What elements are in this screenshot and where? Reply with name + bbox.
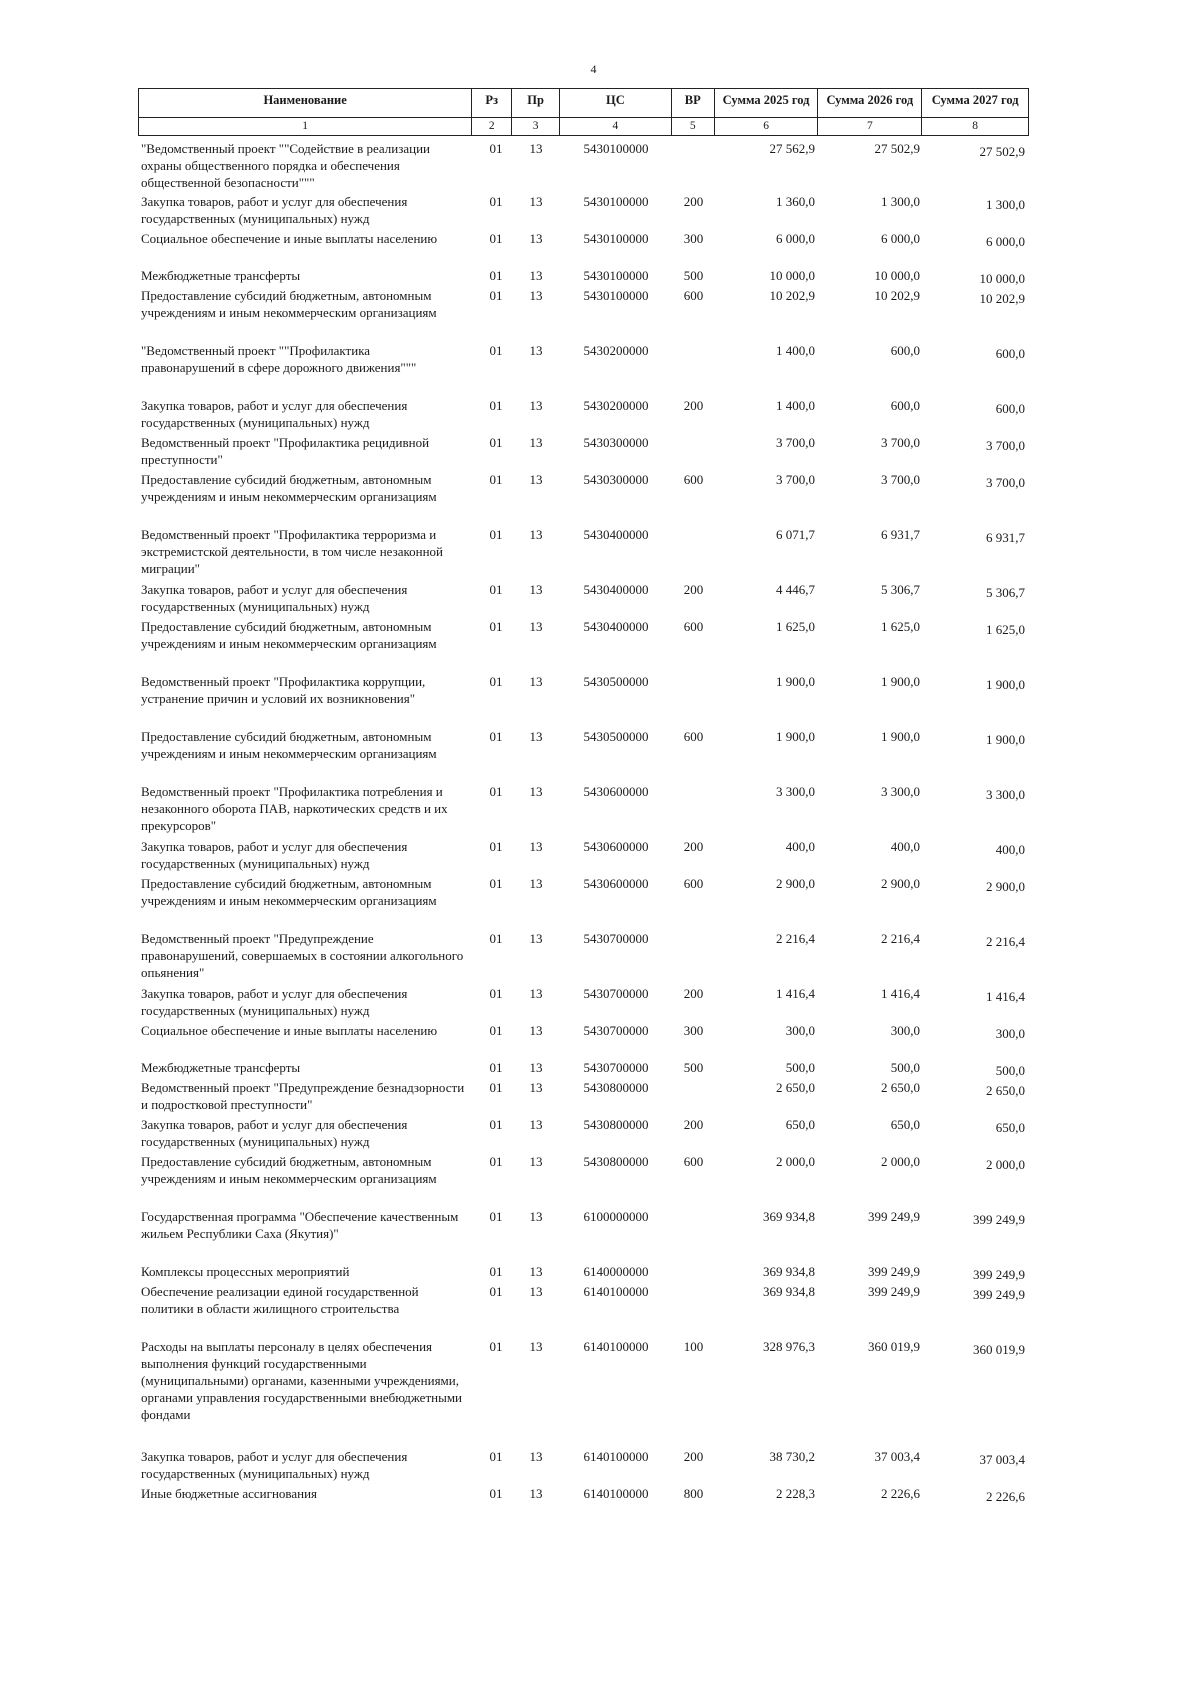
table-row: [138, 930, 1029, 981]
row-vr: [672, 783, 715, 834]
row-cs: 5430600000: [583, 784, 649, 799]
table-row: [138, 434, 1029, 468]
row-pr: 13: [529, 729, 543, 744]
column-number: 8: [972, 120, 978, 132]
row-sum-2026: 600,0: [890, 398, 920, 413]
row-cs: 6140100000: [583, 1449, 649, 1464]
row-sum-2025: 3 300,0: [776, 784, 815, 799]
row-vr: [672, 930, 715, 981]
row-sum-2026: 10 000,0: [874, 268, 920, 283]
row-rz: 01: [489, 931, 503, 946]
row-sum-2026: 2 216,4: [881, 931, 920, 946]
row-sum-2025: 369 934,8: [763, 1264, 815, 1279]
row-rz: 01: [489, 1339, 503, 1354]
row-vr: 500: [683, 268, 704, 283]
row-vr: [672, 673, 715, 707]
row-cs: 5430400000: [583, 527, 649, 542]
row-pr: 13: [529, 876, 543, 891]
row-cs: 5430100000: [583, 231, 649, 246]
column-number: 2: [472, 118, 512, 135]
row-cs: 5430800000: [583, 1154, 649, 1169]
row-name: Закупка товаров, работ и услуг для обеспечения государственных (муниципальных) нужд: [141, 1117, 408, 1149]
row-name: Ведомственный проект "Профилактика терроризма и экстремистской деятельности, в том числе незаконной миграции": [141, 527, 444, 576]
row-vr: 200: [683, 398, 704, 413]
row-pr: 13: [529, 986, 543, 1001]
header-sum-2026: Сумма 2026 год: [818, 89, 922, 117]
row-sum-2027: 650,0: [995, 1120, 1025, 1135]
row-name: Ведомственный проект "Профилактика коррупции, устранение причин и условий их возникновения": [141, 674, 426, 706]
row-sum-2026: 10 202,9: [874, 288, 920, 303]
table-row: [138, 1022, 1029, 1042]
row-sum-2026: 300,0: [890, 1023, 920, 1038]
row-vr: 200: [683, 194, 704, 209]
row-name: Социальное обеспечение и иные выплаты населению: [141, 231, 438, 246]
row-pr: 13: [529, 1080, 543, 1095]
table-row: [138, 342, 1029, 376]
row-name: Предоставление субсидий бюджетным, автономным учреждениям и иным некоммерческим организациям: [141, 472, 437, 504]
table-row: [138, 581, 1029, 615]
row-sum-2027: 500,0: [995, 1063, 1025, 1078]
row-cs: 5430100000: [583, 268, 649, 283]
row-sum-2027: 399 249,9: [973, 1267, 1025, 1282]
row-cs: 5430700000: [583, 1060, 649, 1075]
row-sum-2025: 10 202,9: [769, 288, 815, 303]
row-cs: 6140100000: [583, 1339, 649, 1354]
row-sum-2026: 1 416,4: [881, 986, 920, 1001]
row-vr: 300: [683, 1023, 704, 1038]
row-sum-2026: 27 502,9: [874, 141, 920, 156]
table-row: [138, 1263, 1029, 1283]
row-name: Межбюджетные трансферты: [141, 1060, 301, 1075]
row-vr: 200: [683, 839, 704, 854]
row-name: Предоставление субсидий бюджетным, автономным учреждениям и иным некоммерческим организациям: [141, 288, 437, 320]
row-sum-2027: 10 202,9: [979, 291, 1025, 306]
row-rz: 01: [489, 1486, 503, 1501]
row-name: "Ведомственный проект ""Профилактика правонарушений в сфере дорожного движения""": [141, 343, 417, 375]
row-pr: 13: [529, 231, 543, 246]
row-sum-2026: 399 249,9: [868, 1264, 920, 1279]
row-vr: 500: [683, 1060, 704, 1075]
row-sum-2025: 2 228,3: [776, 1486, 815, 1501]
row-cs: 5430300000: [583, 472, 649, 487]
row-name: Предоставление субсидий бюджетным, автономным учреждениям и иным некоммерческим организациям: [141, 619, 437, 651]
row-sum-2026: 3 700,0: [881, 435, 920, 450]
row-vr: 600: [683, 288, 704, 303]
row-pr: 13: [529, 268, 543, 283]
row-sum-2025: 2 000,0: [776, 1154, 815, 1169]
row-sum-2025: 369 934,8: [763, 1209, 815, 1224]
header-sum-2027: Сумма 2027 год: [931, 93, 1019, 107]
row-pr: 13: [529, 619, 543, 634]
row-sum-2027: 3 700,0: [986, 438, 1025, 453]
row-pr: 13: [529, 1339, 543, 1354]
row-rz: 01: [489, 288, 503, 303]
row-name: Ведомственный проект "Профилактика потребления и незаконного оборота ПАВ, наркотических средств и их прекурсоров": [141, 784, 448, 833]
row-rz: 01: [489, 1284, 503, 1299]
table-row: [138, 1153, 1029, 1187]
row-rz: 01: [489, 839, 503, 854]
row-cs: 5430700000: [583, 986, 649, 1001]
row-rz: 01: [489, 1449, 503, 1464]
table-row: [138, 728, 1029, 762]
row-vr: 600: [683, 729, 704, 744]
row-sum-2026: 650,0: [890, 1117, 920, 1132]
row-vr: 600: [683, 1154, 704, 1169]
row-pr: 13: [529, 1284, 543, 1299]
row-sum-2026: 1 900,0: [881, 674, 920, 689]
row-rz: 01: [489, 674, 503, 689]
row-sum-2025: 1 400,0: [776, 343, 815, 358]
row-sum-2026: 1 300,0: [881, 194, 920, 209]
row-pr: 13: [529, 343, 543, 358]
row-sum-2025: 4 446,7: [776, 582, 815, 597]
row-sum-2026: 3 300,0: [881, 784, 920, 799]
row-sum-2026: 6 931,7: [881, 527, 920, 542]
row-sum-2026: 500,0: [890, 1060, 920, 1075]
row-sum-2025: 1 900,0: [776, 674, 815, 689]
row-sum-2025: 1 416,4: [776, 986, 815, 1001]
row-pr: 13: [529, 839, 543, 854]
row-cs: 5430600000: [583, 839, 649, 854]
table-row: [138, 267, 1029, 287]
table-header: [138, 88, 1029, 136]
row-vr: [672, 1263, 715, 1283]
row-rz: 01: [489, 343, 503, 358]
row-pr: 13: [529, 1154, 543, 1169]
row-sum-2025: 400,0: [785, 839, 815, 854]
row-cs: 5430200000: [583, 398, 649, 413]
row-sum-2027: 27 502,9: [979, 144, 1025, 159]
table-row: [138, 193, 1029, 227]
row-rz: 01: [489, 1060, 503, 1075]
row-pr: 13: [529, 931, 543, 946]
row-cs: 5430600000: [583, 876, 649, 891]
row-sum-2025: 38 730,2: [769, 1449, 815, 1464]
header-vr: ВР: [672, 89, 715, 117]
table-row: [138, 673, 1029, 707]
row-vr: 800: [683, 1486, 704, 1501]
row-pr: 13: [529, 1486, 543, 1501]
row-sum-2026: 400,0: [890, 839, 920, 854]
table-row: [138, 1448, 1029, 1482]
row-rz: 01: [489, 1023, 503, 1038]
row-vr: 300: [683, 231, 704, 246]
row-rz: 01: [489, 435, 503, 450]
row-pr: 13: [529, 1023, 543, 1038]
row-sum-2025: 3 700,0: [776, 472, 815, 487]
row-vr: 100: [683, 1339, 704, 1354]
row-vr: [672, 342, 715, 376]
row-rz: 01: [489, 268, 503, 283]
row-rz: 01: [489, 527, 503, 542]
column-number: 4: [560, 118, 672, 135]
row-vr: [672, 1079, 715, 1113]
row-sum-2027: 399 249,9: [973, 1287, 1025, 1302]
row-vr: [672, 1208, 715, 1242]
row-sum-2025: 500,0: [785, 1060, 815, 1075]
row-vr: [672, 1283, 715, 1317]
row-name: Ведомственный проект "Предупреждение безнадзорности и подростковой преступности": [141, 1080, 465, 1112]
table-row: [138, 471, 1029, 505]
row-sum-2025: 2 216,4: [776, 931, 815, 946]
row-pr: 13: [529, 1264, 543, 1279]
row-sum-2025: 650,0: [785, 1117, 815, 1132]
row-sum-2027: 2 000,0: [986, 1157, 1025, 1172]
row-cs: 5430700000: [583, 1023, 649, 1038]
row-cs: 6100000000: [583, 1209, 649, 1224]
row-sum-2027: 3 300,0: [986, 787, 1025, 802]
column-number: 7: [818, 118, 922, 135]
table-row: [138, 1283, 1029, 1317]
row-sum-2026: 2 650,0: [881, 1080, 920, 1095]
row-rz: 01: [489, 472, 503, 487]
header-rz: Рз: [472, 89, 512, 117]
row-name: Предоставление субсидий бюджетным, автономным учреждениям и иным некоммерческим организациям: [141, 729, 437, 761]
table-row: [138, 783, 1029, 834]
table-row: [138, 397, 1029, 431]
row-sum-2026: 600,0: [890, 343, 920, 358]
row-name: Ведомственный проект "Профилактика рецидивной преступности": [141, 435, 430, 467]
row-sum-2026: 1 900,0: [881, 729, 920, 744]
row-sum-2027: 1 900,0: [986, 677, 1025, 692]
row-pr: 13: [529, 1209, 543, 1224]
row-sum-2027: 600,0: [995, 346, 1025, 361]
row-sum-2025: 3 700,0: [776, 435, 815, 450]
table-row: [138, 838, 1029, 872]
row-sum-2027: 1 300,0: [986, 197, 1025, 212]
row-pr: 13: [529, 582, 543, 597]
row-rz: 01: [489, 398, 503, 413]
row-sum-2027: 1 416,4: [986, 989, 1025, 1004]
table-row: [138, 1079, 1029, 1113]
row-sum-2025: 2 650,0: [776, 1080, 815, 1095]
row-sum-2025: 1 360,0: [776, 194, 815, 209]
row-sum-2027: 10 000,0: [979, 271, 1025, 286]
row-pr: 13: [529, 527, 543, 542]
row-vr: 200: [683, 1449, 704, 1464]
row-sum-2025: 1 400,0: [776, 398, 815, 413]
row-sum-2027: 2 650,0: [986, 1083, 1025, 1098]
row-name: Ведомственный проект "Предупреждение правонарушений, совершаемых в состоянии алкогольного опьянения": [141, 931, 464, 980]
header-cs: ЦС: [560, 89, 672, 117]
row-cs: 5430400000: [583, 619, 649, 634]
row-name: Закупка товаров, работ и услуг для обеспечения государственных (муниципальных) нужд: [141, 986, 408, 1018]
row-sum-2025: 27 562,9: [769, 141, 815, 156]
row-sum-2027: 2 900,0: [986, 879, 1025, 894]
row-sum-2027: 5 306,7: [986, 585, 1025, 600]
row-name: Закупка товаров, работ и услуг для обеспечения государственных (муниципальных) нужд: [141, 194, 408, 226]
row-sum-2027: 400,0: [995, 842, 1025, 857]
table-row: [138, 1208, 1029, 1242]
column-number: 5: [672, 118, 715, 135]
row-rz: 01: [489, 1264, 503, 1279]
row-cs: 6140100000: [583, 1284, 649, 1299]
row-sum-2027: 2 216,4: [986, 934, 1025, 949]
row-rz: 01: [489, 1209, 503, 1224]
table-row: [138, 1116, 1029, 1150]
row-name: Обеспечение реализации единой государственной политики в области жилищного строительства: [141, 1284, 419, 1316]
row-rz: 01: [489, 582, 503, 597]
row-name: Межбюджетные трансферты: [141, 268, 301, 283]
table-row: [138, 526, 1029, 577]
row-vr: 200: [683, 582, 704, 597]
row-rz: 01: [489, 784, 503, 799]
page-number: 4: [590, 62, 597, 76]
row-sum-2026: 360 019,9: [868, 1339, 920, 1354]
row-pr: 13: [529, 784, 543, 799]
header-sum-2025: Сумма 2025 год: [715, 89, 819, 117]
row-sum-2025: 369 934,8: [763, 1284, 815, 1299]
row-rz: 01: [489, 141, 503, 156]
row-pr: 13: [529, 435, 543, 450]
row-sum-2026: 6 000,0: [881, 231, 920, 246]
row-sum-2027: 300,0: [995, 1026, 1025, 1041]
row-sum-2026: 2 000,0: [881, 1154, 920, 1169]
table-row: [138, 875, 1029, 909]
column-number: 3: [512, 118, 560, 135]
table-row: [138, 618, 1029, 652]
row-name: Комплексы процессных мероприятий: [141, 1264, 350, 1279]
row-rz: 01: [489, 619, 503, 634]
header-name: Наименование: [139, 89, 472, 117]
row-sum-2025: 300,0: [785, 1023, 815, 1038]
row-name: Закупка товаров, работ и услуг для обеспечения государственных (муниципальных) нужд: [141, 839, 408, 871]
row-sum-2025: 1 625,0: [776, 619, 815, 634]
row-vr: 200: [683, 1117, 704, 1132]
row-sum-2027: 3 700,0: [986, 475, 1025, 490]
row-vr: 600: [683, 472, 704, 487]
table-row: [138, 1338, 1029, 1423]
column-number: 6: [715, 118, 819, 135]
row-pr: 13: [529, 141, 543, 156]
row-sum-2026: 399 249,9: [868, 1284, 920, 1299]
row-cs: 5430200000: [583, 343, 649, 358]
row-name: Закупка товаров, работ и услуг для обеспечения государственных (муниципальных) нужд: [141, 398, 408, 430]
row-sum-2027: 1 625,0: [986, 622, 1025, 637]
row-rz: 01: [489, 1080, 503, 1095]
row-sum-2027: 360 019,9: [973, 1342, 1025, 1357]
table-row: [138, 1485, 1029, 1505]
row-name: Социальное обеспечение и иные выплаты населению: [141, 1023, 438, 1038]
row-sum-2026: 37 003,4: [874, 1449, 920, 1464]
row-sum-2026: 2 900,0: [881, 876, 920, 891]
row-name: Иные бюджетные ассигнования: [141, 1486, 318, 1501]
row-sum-2027: 600,0: [995, 401, 1025, 416]
row-sum-2026: 2 226,6: [881, 1486, 920, 1501]
row-vr: [672, 434, 715, 468]
row-cs: 5430800000: [583, 1080, 649, 1095]
table-row: [138, 140, 1029, 191]
row-pr: 13: [529, 472, 543, 487]
row-sum-2025: 10 000,0: [769, 268, 815, 283]
row-name: Закупка товаров, работ и услуг для обеспечения государственных (муниципальных) нужд: [141, 1449, 408, 1481]
row-sum-2027: 399 249,9: [973, 1212, 1025, 1227]
row-cs: 5430700000: [583, 931, 649, 946]
row-sum-2027: 6 000,0: [986, 234, 1025, 249]
row-sum-2027: 37 003,4: [979, 1452, 1025, 1467]
row-rz: 01: [489, 876, 503, 891]
row-vr: 200: [683, 986, 704, 1001]
row-cs: 5430100000: [583, 141, 649, 156]
table-row: [138, 985, 1029, 1019]
row-sum-2027: 1 900,0: [986, 732, 1025, 747]
row-name: Закупка товаров, работ и услуг для обеспечения государственных (муниципальных) нужд: [141, 582, 408, 614]
row-rz: 01: [489, 1117, 503, 1132]
row-rz: 01: [489, 194, 503, 209]
row-vr: [672, 526, 715, 577]
row-sum-2026: 399 249,9: [868, 1209, 920, 1224]
row-pr: 13: [529, 1060, 543, 1075]
row-cs: 6140100000: [583, 1486, 649, 1501]
row-pr: 13: [529, 1117, 543, 1132]
row-vr: 600: [683, 619, 704, 634]
row-sum-2026: 3 700,0: [881, 472, 920, 487]
row-name: Расходы на выплаты персоналу в целях обеспечения выполнения функций государственными (муниципальными) органами, казенными учреждениями, органами управления государственными внебюджетными фондами: [141, 1339, 463, 1422]
row-cs: 6140000000: [583, 1264, 649, 1279]
row-pr: 13: [529, 288, 543, 303]
row-name: Предоставление субсидий бюджетным, автономным учреждениям и иным некоммерческим организациям: [141, 1154, 437, 1186]
row-rz: 01: [489, 729, 503, 744]
row-vr: 600: [683, 876, 704, 891]
row-rz: 01: [489, 1154, 503, 1169]
row-pr: 13: [529, 674, 543, 689]
table-row: [138, 230, 1029, 250]
table-row: [138, 1059, 1029, 1079]
row-pr: 13: [529, 1449, 543, 1464]
row-pr: 13: [529, 398, 543, 413]
row-pr: 13: [529, 194, 543, 209]
row-vr: [672, 140, 715, 191]
row-cs: 5430100000: [583, 194, 649, 209]
row-sum-2025: 6 000,0: [776, 231, 815, 246]
header-row: [138, 88, 1029, 118]
row-sum-2025: 1 900,0: [776, 729, 815, 744]
row-sum-2025: 2 900,0: [776, 876, 815, 891]
row-sum-2026: 1 625,0: [881, 619, 920, 634]
row-cs: 5430300000: [583, 435, 649, 450]
row-cs: 5430100000: [583, 288, 649, 303]
row-rz: 01: [489, 986, 503, 1001]
row-sum-2025: 328 976,3: [763, 1339, 815, 1354]
table-row: [138, 287, 1029, 321]
row-sum-2027: 2 226,6: [986, 1489, 1025, 1504]
row-sum-2027: 6 931,7: [986, 530, 1025, 545]
row-cs: 5430500000: [583, 674, 649, 689]
row-name: Предоставление субсидий бюджетным, автономным учреждениям и иным некоммерческим организациям: [141, 876, 437, 908]
row-cs: 5430500000: [583, 729, 649, 744]
row-name: Государственная программа "Обеспечение качественным жильем Республики Саха (Якутия)": [141, 1209, 459, 1241]
row-cs: 5430400000: [583, 582, 649, 597]
row-name: "Ведомственный проект ""Содействие в реализации охраны общественного порядка и обеспечения общественной безопасности""": [141, 141, 431, 190]
row-cs: 5430800000: [583, 1117, 649, 1132]
row-sum-2025: 6 071,7: [776, 527, 815, 542]
column-number: 1: [139, 118, 472, 135]
header-pr: Пр: [512, 89, 560, 117]
column-number-row: [138, 118, 1029, 136]
row-rz: 01: [489, 231, 503, 246]
row-sum-2026: 5 306,7: [881, 582, 920, 597]
